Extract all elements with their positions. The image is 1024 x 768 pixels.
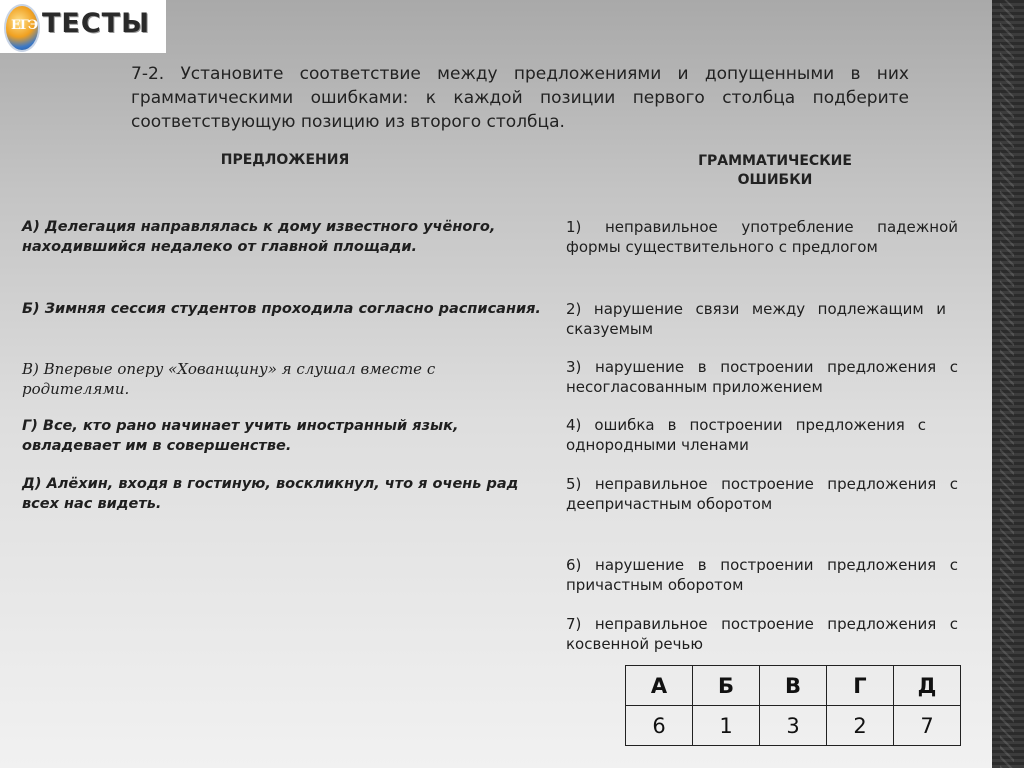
answer-letter: Д [894, 666, 961, 706]
answer-value: 7 [894, 706, 961, 746]
task-text: 7-2. Установите соответствие между предложениями и допущенными в них грамматическими ошибками: к каждой позиции первого столбца подберите соответствующую позицию из второго столбца. [131, 64, 909, 132]
sentence-a: А) Делегация направлялась к дому известного учёного, находившийся недалеко от главной площади. [22, 219, 496, 255]
answer-table [625, 665, 961, 746]
answer-value: 3 [760, 706, 827, 746]
errors-header-line1: ГРАММАТИЧЕСКИЕ [698, 153, 852, 169]
sentence-b: Б) Зимняя сессия студентов проходила согласно расписания. [22, 301, 541, 317]
sentence-v: В) Впервые оперу «Хованщину» я слушал вместе с родителями. [22, 360, 436, 398]
error-2: 2) нарушение связи между подлежащим и сказуемым [566, 300, 946, 338]
answer-letter: Б [693, 666, 760, 706]
error-4: 4) ошибка в построении предложения с однородными членами [566, 416, 926, 454]
logo-badge-text: ЕГЭ [11, 18, 38, 33]
error-5: 5) неправильное построение предложения с деепричастным оборотом [566, 475, 958, 513]
errors-header-line2: ОШИБКИ [737, 172, 813, 188]
answer-letters-row [626, 666, 961, 706]
sentence-g: Г) Все, кто рано начинает учить иностранный язык, овладевает им в совершенстве. [22, 418, 459, 454]
answer-letter: А [626, 666, 693, 706]
decorative-side-strip [992, 0, 1024, 768]
logo-title: ТЕСТЫ [42, 8, 151, 39]
errors-column-header [660, 152, 890, 190]
sentence-d: Д) Алёхин, входя в гостиную, воскликнул, что я очень рад всех нас видеть. [22, 476, 519, 512]
answer-values-row [626, 706, 961, 746]
error-3: 3) нарушение в построении предложения с несогласованным приложением [566, 358, 958, 396]
ege-badge-icon [4, 4, 40, 52]
strip-pattern [1000, 0, 1014, 768]
answer-value: 6 [626, 706, 693, 746]
answer-value: 1 [693, 706, 760, 746]
error-7: 7) неправильное построение предложения с косвенной речью [566, 615, 958, 653]
error-1: 1) неправильное употребление падежной формы существительного с предлогом [566, 218, 958, 256]
answer-value: 2 [827, 706, 894, 746]
error-6: 6) нарушение в построении предложения с причастным оборотом [566, 556, 958, 594]
answer-letter: Г [827, 666, 894, 706]
logo [0, 0, 166, 53]
answer-letter: В [760, 666, 827, 706]
sentences-column-header: ПРЕДЛОЖЕНИЯ [220, 152, 350, 168]
